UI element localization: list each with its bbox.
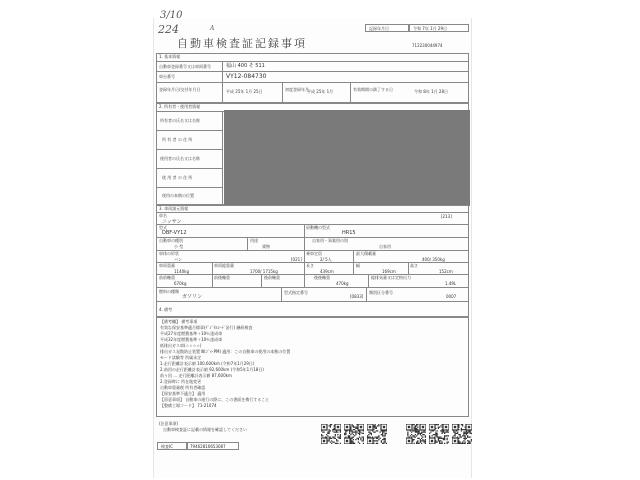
category-label: 類別区分番号: [369, 290, 393, 295]
note-text: 自動車検査証に記載の情報を確認してください: [163, 427, 247, 432]
category-value: 0007: [446, 294, 457, 299]
width-label: 幅: [356, 263, 360, 268]
first-reg-label: 登録年月日/交付年月日: [159, 87, 201, 92]
displacement-value: 1.49L: [445, 281, 457, 286]
qr-code-2: [344, 424, 364, 444]
note-label: (注意事項): [159, 421, 179, 426]
handwritten-number: 224: [158, 23, 179, 36]
redaction-block: [224, 110, 470, 206]
vin-value: VY12-084730: [226, 73, 267, 80]
qr-code-3: [367, 424, 387, 444]
page-title: 自動車検査証記録事項: [177, 37, 307, 50]
remark-line: 1.走行距離計表示値 100,600km (令和7年1月29日): [160, 361, 255, 366]
model-value: DBF-VY12: [162, 230, 187, 236]
rear-axle2-label: 後後軸重: [314, 275, 330, 280]
engine-value: HR15: [342, 230, 356, 236]
use-value: 貨物: [262, 244, 270, 249]
initial-reg-value: 平成 25年 1月: [307, 89, 334, 94]
remark-line: 前々回 ... 走行距離計表示値 87,600km: [160, 373, 232, 378]
maker-code: [213]: [441, 214, 452, 219]
length-label: 長さ: [306, 263, 314, 268]
gross-weight-label: 車両総重量: [214, 263, 234, 268]
max-load-label: 最大積載量: [356, 251, 376, 256]
height-value: 152cm: [439, 269, 453, 274]
remark-line: 低排出ガス車(☆☆☆☆): [160, 343, 202, 348]
remark-line: モード試験等 所属未定: [160, 355, 202, 360]
shape-label: 車体の形状: [159, 251, 179, 256]
serial-number: 712230044974: [412, 43, 443, 48]
code-label: 検査IC: [161, 444, 173, 449]
max-load-value: 400/ 350kg: [422, 257, 445, 262]
use2-value: 自家用: [379, 244, 391, 249]
record-date-label: 記録年月日: [369, 26, 389, 31]
first-reg-value: 平成 25年 1月 25日: [226, 89, 263, 94]
section1-label: 1. 基本情報: [159, 54, 181, 59]
capacity-label: 乗車定員: [306, 251, 322, 256]
qr-code-5: [429, 424, 449, 444]
vehicle-inspection-record: [153, 10, 472, 478]
weight-value: 1140kg: [174, 269, 190, 274]
remark-line: 【留意事項】 自動車の運行の際に、この書面を携行すること: [160, 397, 270, 402]
shape-code: [021]: [291, 257, 302, 262]
plate-label: 自動車登録番号又は車両番号: [159, 64, 211, 69]
front-axle2-label: 前後軸重: [214, 275, 230, 280]
front-axle-value: 670kg: [174, 281, 187, 286]
user-address-label: 使 用 者 の 住 所: [162, 175, 193, 180]
maker-value: ニッサン: [162, 219, 182, 225]
remark-line: 【備考欄】 備考事項: [160, 319, 198, 324]
height-label: 高さ: [410, 263, 418, 268]
record-date-box: [409, 24, 469, 32]
model-label: 型式: [159, 225, 167, 230]
gross-weight-value: 1700/ 1715kg: [250, 269, 278, 274]
weight-label: 車両重量: [159, 263, 175, 268]
section4-label: 4. 備考: [159, 307, 173, 312]
handwritten-date: 3/10: [160, 10, 183, 21]
length-value: 439cm: [320, 269, 334, 274]
remark-line: 排出ガス発散防止装置 Ⅲ(ｺﾞﾒ･PM) 適用：この自動車の使用の本拠の位置: [160, 349, 291, 354]
plate-value: 福山 400 そ 511: [226, 63, 265, 69]
fuel-value: ガソリン: [182, 294, 203, 300]
width-value: 169cm: [382, 269, 396, 274]
rear-axle-label: 後前軸重: [264, 275, 280, 280]
engine-label: 原動機の型式: [306, 225, 330, 230]
record-date-label-box: [365, 24, 409, 32]
code-value-box: [187, 442, 239, 450]
handwritten-mark: A: [210, 25, 215, 32]
user-name-label: 使用者の氏名又は名称: [160, 156, 200, 161]
front-axle-label: 前前軸重: [159, 275, 175, 280]
remark-line: 有効な保安基準適合標章(ﾃﾞｼﾞﾀﾙｺｰﾄﾞ発行) 継続検査: [160, 325, 253, 330]
remark-line: 自動車重量税 所有者確認: [160, 385, 206, 390]
qr-code-6: [452, 424, 472, 444]
fuel-label: 燃料の種類: [159, 289, 179, 294]
remark-line: 平成27年度燃費基準＋10％達成車: [160, 331, 223, 336]
code-value: 79462816653087: [190, 444, 226, 449]
displacement-label: 総排気量又は定格出力: [371, 275, 411, 280]
owner-name-label: 所有者の氏名又は名称: [160, 118, 200, 123]
remark-line: 【保安基準不適合】 適用: [160, 391, 206, 396]
initial-reg-label: 初度登録年月: [285, 87, 309, 92]
qr-code-1: [321, 424, 341, 444]
base-location-label: 使用の本拠の位置: [162, 193, 194, 198]
vin-label: 車台番号: [159, 74, 175, 79]
remark-line: 【整備工場コード】 71-21074: [160, 403, 217, 408]
model-no-value: [0833]: [350, 294, 364, 299]
shape-value: バン: [174, 257, 182, 262]
rear-axle2-value: 470kg: [336, 281, 349, 286]
section2-label: 2. 所有者・使用者情報: [159, 104, 201, 109]
capacity-value: 2/ 5人: [320, 257, 332, 262]
class-label: 自動車の種別: [159, 238, 183, 243]
use2-label: 自家用・事業用の別: [312, 238, 348, 243]
owner-address-label: 所 有 者 の 住 所: [162, 137, 193, 142]
section3-label: 3. 車両諸元情報: [159, 206, 189, 211]
use-label: 用途: [250, 238, 258, 243]
class-value: 小 型: [174, 244, 184, 249]
remark-line: 2.登録時に 所在地変更: [160, 379, 202, 384]
qr-code-4: [406, 424, 426, 444]
code-label-box: [157, 442, 187, 450]
model-no-label: 型式指定番号: [284, 290, 308, 295]
remark-line: 平成32年度燃費基準＋10％達成車: [160, 337, 223, 342]
record-date: 令和 7年 1月 29日: [413, 26, 447, 31]
expiry-value: 令和 8年 1月 28日: [414, 89, 448, 94]
expiry-label: 有効期間の満了する日: [353, 87, 393, 92]
maker-label: 車名: [159, 213, 167, 218]
remark-line: 2.前回の走行距離計表示値 92,600km (令和5年1月18日): [160, 367, 264, 372]
